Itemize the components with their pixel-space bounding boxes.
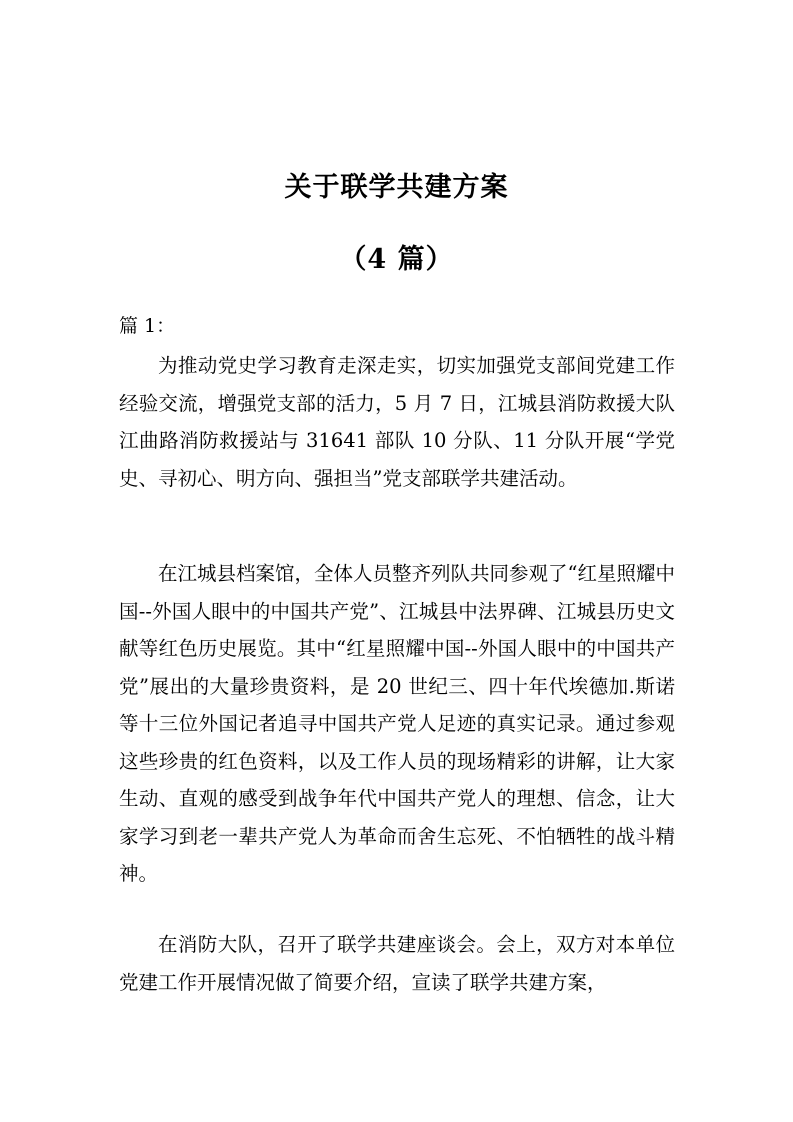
paragraph-2: 在江城县档案馆，全体人员整齐列队共同参观了“红星照耀中国--外国人眼中的中国共产党”、江城县中法界碑、江城县历史文献等红色历史展览。其中“红星照耀中国--外国人眼中的中国共产党”展出的大量珍贵资料，是 20 世纪三、四十年代埃德加.斯诺等十三位外国记者追寻中国共产党人足迹的真实记录。通过参观这些珍贵的红色资料，以及工作人员的现场精彩的讲解，让大家生动、直观的感受到战争年代中国共产党人的理想、信念，让大家学习到老一辈共产党人为革命而舍生忘死、不怕牺牲的战斗精神。 [119,562,675,885]
paragraph-3: 在消防大队，召开了联学共建座谈会。会上，双方对本单位党建工作开展情况做了简要介绍，宣读了联学共建方案， [119,933,675,994]
document-subtitle: （4 篇） [339,244,454,275]
document-title: 关于联学共建方案 [284,172,509,203]
paragraph-1: 为推动党史学习教育走深走实，切实加强党支部间党建工作经验交流，增强党支部的活力，5 月 7 日，江城县消防救援大队江曲路消防救援站与 31641 部队 10 分队、11 分队开展“学党史、寻初心、明方向、强担当”党支部联学共建活动。 [119,354,675,490]
section-label: 篇 1： [119,315,176,337]
